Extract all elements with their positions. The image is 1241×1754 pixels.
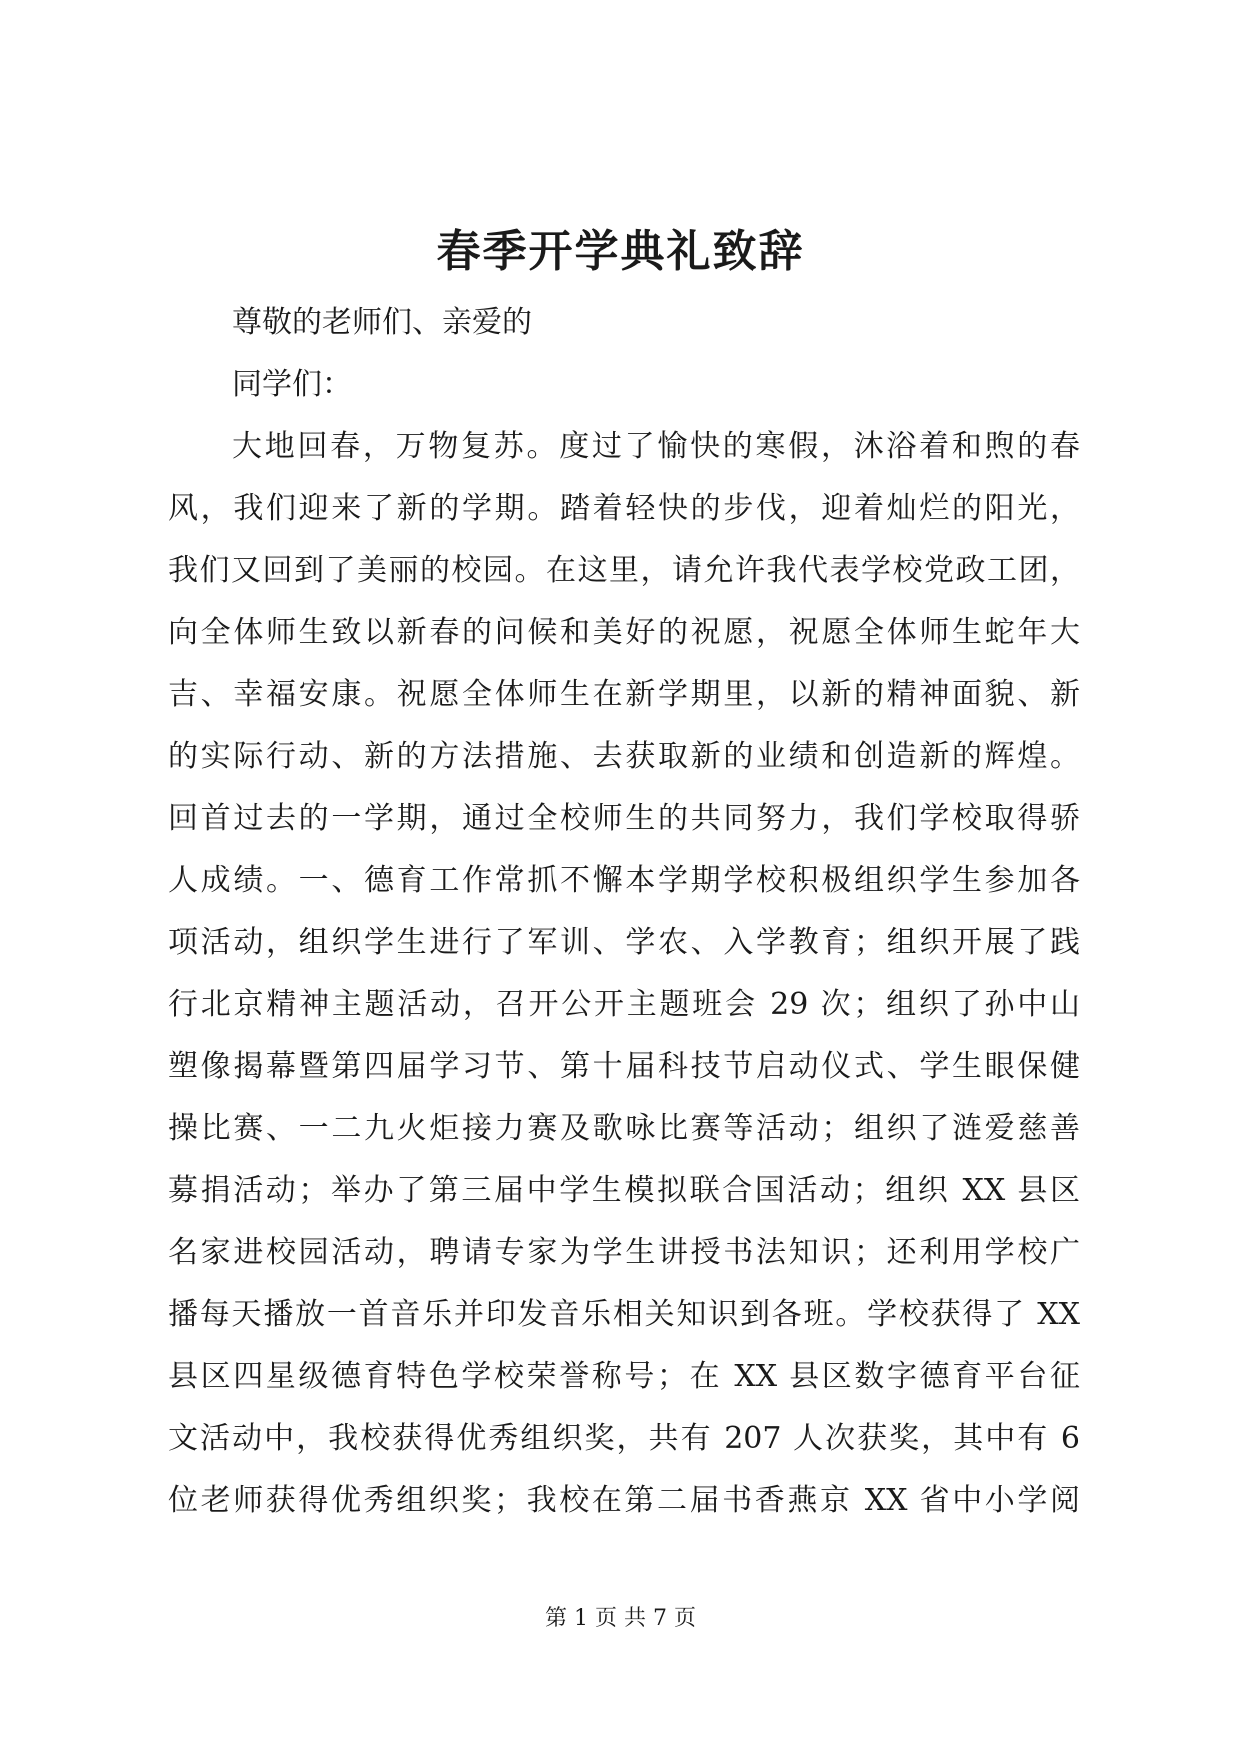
paragraph-line: 人成绩。一、德育工作常抓不懈本学期学校积极组织学生参加各 [168, 863, 1080, 898]
document-title: 春季开学典礼致辞 [436, 226, 805, 277]
paragraph-line: 名家进校园活动，聘请专家为学生讲授书法知识；还利用学校广 [168, 1235, 1080, 1270]
paragraph-line: 吉、幸福安康。祝愿全体师生在新学期里，以新的精神面貌、新 [168, 677, 1080, 712]
paragraph-line: 大地回春，万物复苏。度过了愉快的寒假，沐浴着和煦的春 [232, 429, 1080, 464]
paragraph-line: 县区四星级德育特色学校荣誉称号；在 XX 县区数字德育平台征 [168, 1359, 1080, 1394]
paragraph-line: 文活动中，我校获得优秀组织奖，共有 207 人次获奖，其中有 6 [168, 1421, 1080, 1456]
salutation-line: 同学们： [232, 367, 352, 402]
paragraph-line: 向全体师生致以新春的问候和美好的祝愿，祝愿全体师生蛇年大 [168, 615, 1080, 650]
paragraph-line: 行北京精神主题活动，召开公开主题班会 29 次；组织了孙中山 [168, 987, 1080, 1022]
document-body [168, 292, 1080, 1532]
salutation-line: 尊敬的老师们、亲爱的 [232, 305, 532, 340]
paragraph-line: 回首过去的一学期，通过全校师生的共同努力，我们学校取得骄 [168, 801, 1080, 836]
paragraph-line: 塑像揭幕暨第四届学习节、第十届科技节启动仪式、学生眼保健 [168, 1049, 1080, 1084]
paragraph-line: 位老师获得优秀组织奖；我校在第二届书香燕京 XX 省中小学阅 [168, 1483, 1080, 1518]
paragraph-line: 的实际行动、新的方法措施、去获取新的业绩和创造新的辉煌。 [168, 739, 1080, 774]
page-number-footer: 第 1 页 共 7 页 [545, 1606, 696, 1631]
paragraph-line: 我们又回到了美丽的校园。在这里，请允许我代表学校党政工团， [168, 553, 1080, 588]
paragraph-line: 风，我们迎来了新的学期。踏着轻快的步伐，迎着灿烂的阳光， [168, 491, 1080, 526]
paragraph-line: 项活动，组织学生进行了军训、学农、入学教育；组织开展了践 [168, 925, 1080, 960]
paragraph-line: 播每天播放一首音乐并印发音乐相关知识到各班。学校获得了 XX [168, 1297, 1080, 1332]
paragraph-line: 操比赛、一二九火炬接力赛及歌咏比赛等活动；组织了涟爱慈善 [168, 1111, 1080, 1146]
paragraph-line: 募捐活动；举办了第三届中学生模拟联合国活动；组织 XX 县区 [168, 1173, 1080, 1208]
